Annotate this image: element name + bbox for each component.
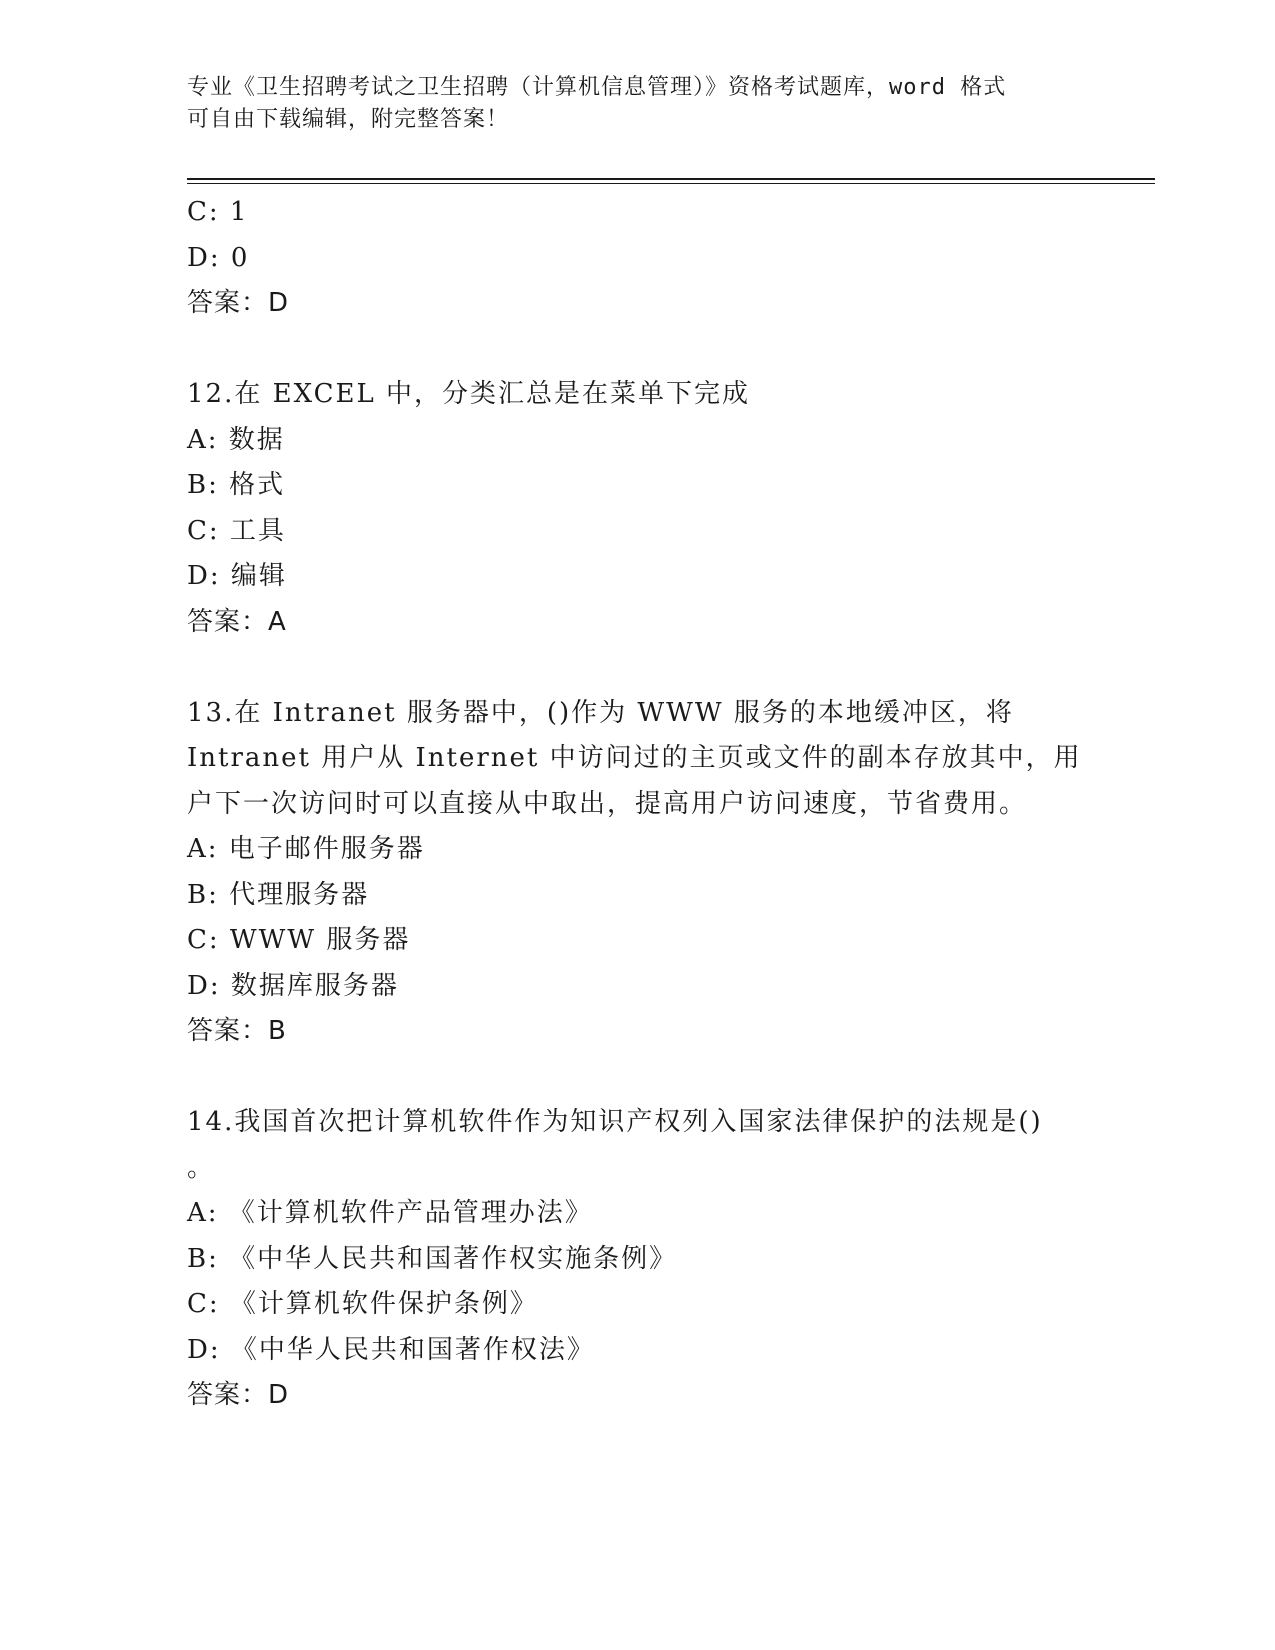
spacer [187, 1055, 1087, 1101]
q13-stem-line-1: 13.在 Intranet 服务器中，()作为 WWW 服务的本地缓冲区，将 [187, 697, 1014, 728]
q12-option-b: B: 格式 [187, 470, 286, 500]
q12-option-c: C: 工具 [187, 515, 286, 546]
q14-stem-line-2: 。 [187, 1152, 216, 1183]
q12-stem: 12.在 EXCEL 中，分类汇总是在菜单下完成 [187, 379, 751, 409]
q14-option-c: C: 《计算机软件保护条例》 [187, 1289, 538, 1319]
q13-option-c: C: WWW 服务器 [187, 925, 411, 955]
q11-option-c: C: 1 [187, 197, 249, 227]
q13-option-a: A: 电子邮件服务器 [187, 834, 425, 864]
q13-option-d: D: 数据库服务器 [187, 970, 399, 1001]
spacer [187, 645, 1087, 691]
q13-option-b: B: 代理服务器 [187, 879, 370, 910]
header-line-1: 专业《卫生招聘考试之卫生招聘（计算机信息管理）》资格考试题库，word 格式 [187, 75, 1007, 100]
header-divider-thin [187, 183, 1155, 184]
q12-option-d: D: 编辑 [187, 561, 287, 591]
q14-option-d: D: 《中华人民共和国著作权法》 [187, 1334, 595, 1365]
q11-answer: 答案：D [187, 288, 290, 318]
header-line-2: 可自由下载编辑，附完整答案！ [187, 107, 510, 132]
q11-option-d: D: 0 [187, 242, 250, 273]
q12-answer: 答案：A [187, 606, 287, 637]
q13-stem-line-3: 户下一次访问时可以直接从中取出，提高用户访问速度，节省费用。 [187, 788, 1028, 819]
q12-option-a: A: 数据 [187, 424, 285, 455]
q14-option-a: A: 《计算机软件产品管理办法》 [187, 1198, 593, 1228]
document-header [187, 72, 1087, 136]
q14-option-b: B: 《中华人民共和国著作权实施条例》 [187, 1243, 678, 1274]
header-divider-thick [187, 178, 1155, 180]
q14-stem-line-1: 14.我国首次把计算机软件作为知识产权列入国家法律保护的法规是() [187, 1107, 1043, 1137]
question-content [187, 190, 1087, 1419]
q13-stem-line-2: Intranet 用户从 Internet 中访问过的主页或文件的副本存放其中，用 [187, 743, 1082, 773]
q13-answer: 答案：B [187, 1016, 287, 1046]
spacer [187, 327, 1087, 373]
q14-answer: 答案：D [187, 1380, 290, 1410]
